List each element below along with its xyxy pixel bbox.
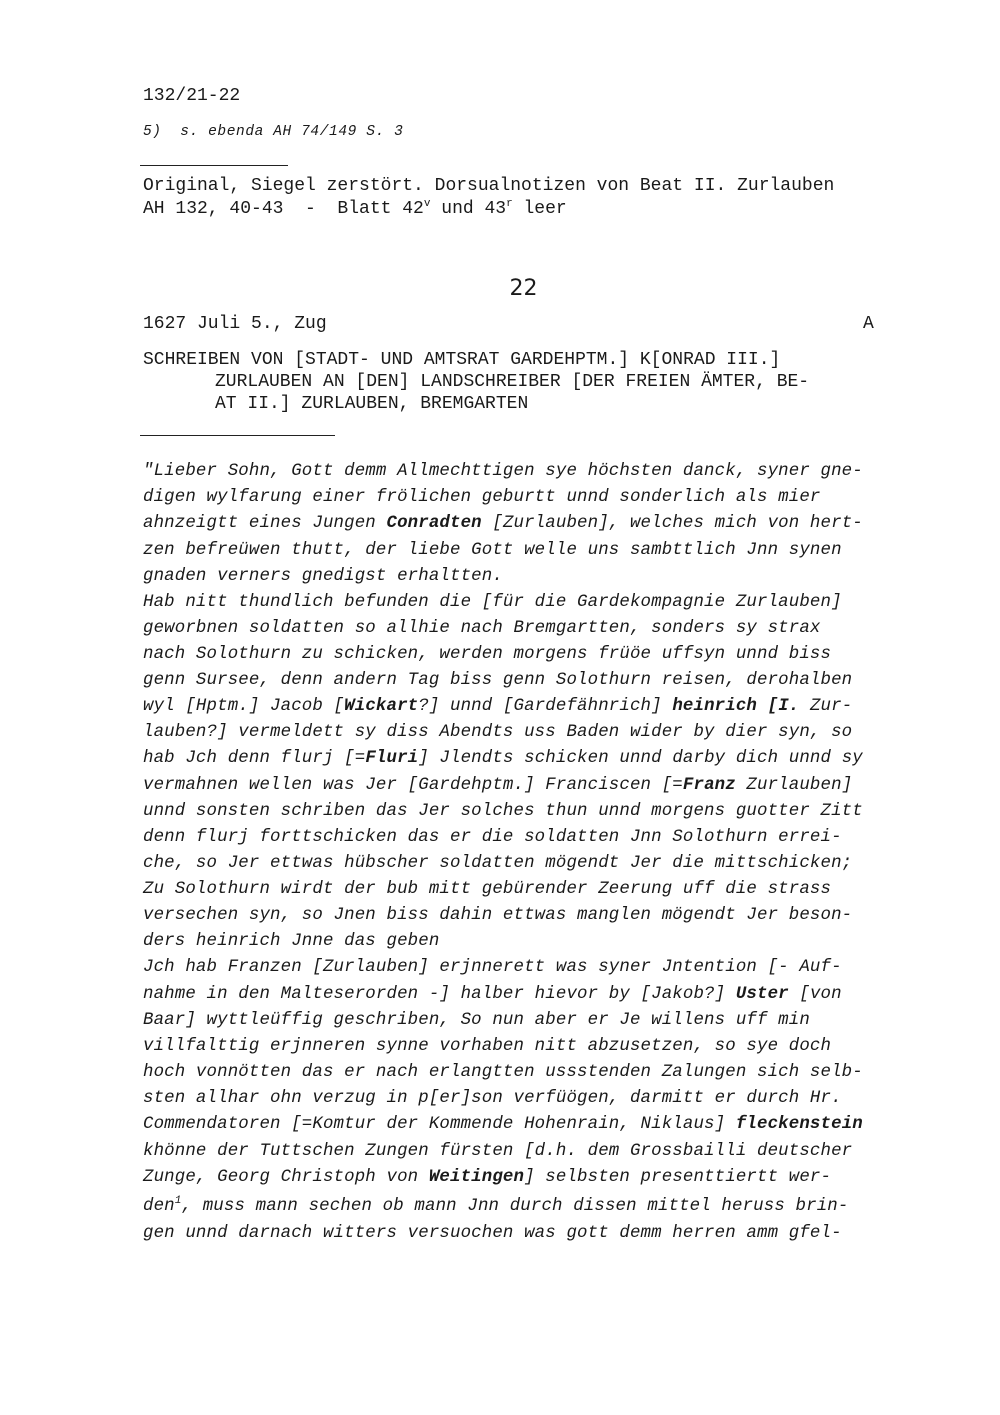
body-line: hoch vonnötten das er nach erlangtten ussstenden Zalungen sich selb- (143, 1063, 863, 1082)
source-note-text-b: und 43 (430, 199, 507, 219)
body-line: unnd sonsten schriben das Jer solches thun unnd morgens guotter Zitt (143, 802, 863, 821)
body-line: Hab nitt thundlich befunden die [für die Gardekompagnie Zurlauben] (143, 593, 842, 612)
body-text: hab Jch denn flurj [= (143, 749, 366, 768)
body-line: digen wylfarung einer frölichen geburtt unnd sonderlich als mier (143, 488, 821, 507)
body-text: Zur- (799, 697, 853, 716)
footnote-divider (140, 165, 288, 166)
body-line (143, 776, 852, 795)
footnote-previous: 5) s. ebenda AH 74/149 S. 3 (143, 124, 404, 140)
person-name: fleckenstein (735, 1115, 863, 1134)
body-text: Zurlauben] (735, 776, 853, 795)
body-text: den (143, 1197, 175, 1216)
person-name: Weitingen (428, 1168, 525, 1187)
body-text: wyl [Hptm.] Jacob [ (143, 697, 345, 716)
body-line: Baar] wyttleüffig geschriben, So nun aber er Je willens uff min (143, 1011, 810, 1030)
person-name: Uster (735, 985, 789, 1004)
source-note-line-1: Original, Siegel zerstört. Dorsualnotizen von Beat II. Zurlauben (143, 176, 835, 196)
dateline: 1627 Juli 5., Zug (143, 314, 327, 334)
source-note-text-a: AH 132, 40-43 - Blatt 42 (143, 199, 424, 219)
person-name: heinrich [I. (672, 697, 800, 716)
body-line: Jch hab Franzen [Zurlauben] erjnnerett was syner Jntention [- Auf- (143, 958, 842, 977)
body-line (143, 1168, 831, 1187)
body-line: gen unnd darnach witters versuochen was gott demm herren amm gfel- (143, 1224, 842, 1243)
document-number: 22 (509, 276, 538, 301)
body-text: ] Jlendts schicken unnd darby dich unnd sy (418, 749, 863, 768)
body-line: che, so Jer ettwas hübscher soldatten mögendt Jer die mittschicken; (143, 854, 853, 873)
footnote-marker[interactable]: 1 (174, 1195, 182, 1208)
body-text: [Zurlauben], welches mich von hert- (481, 514, 863, 533)
body-text: nahme in den Malteserorden -] halber hievor by [Jakob?] (143, 985, 736, 1004)
body-line (143, 1115, 863, 1134)
recto-superscript: r (506, 198, 513, 210)
body-line: sten allhar ohn verzug in p[er]son verfüögen, darmitt er durch Hr. (143, 1089, 842, 1108)
body-line: genn Sursee, denn andern Tag biss genn Solothurn reisen, derohalben (143, 671, 853, 690)
body-text: , muss mann sechen ob mann Jnn durch dissen mittel heruss brin- (181, 1197, 849, 1216)
heading-divider (140, 435, 335, 436)
page-reference: 132/21-22 (143, 86, 241, 106)
body-line: zen befreüwen thutt, der liebe Gott welle uns sambttlich Jnn synen (143, 541, 842, 560)
person-name: Franz (682, 776, 736, 795)
document-heading-line-3: AT II.] ZURLAUBEN, BREMGARTEN (215, 394, 529, 414)
body-line: lauben?] vermeldett sy diss Abendts uss Baden wider by dier syn, so (143, 723, 853, 742)
body-line: nach Solothurn zu schicken, werden morgens früöe uffsyn unnd biss (143, 645, 832, 664)
body-text: ahnzeigtt eines Jungen (143, 514, 387, 533)
body-line (143, 985, 842, 1004)
body-line: villfalttig erjnneren synne vorhaben nitt abzusetzen, so sye doch (143, 1037, 832, 1056)
person-name: Conradten (386, 514, 482, 533)
body-line: geworbnen soldatten so allhie nach Bremgartten, sonders sy strax (143, 619, 821, 638)
body-text: ] selbsten presenttiertt wer- (524, 1168, 832, 1187)
body-line: Zu Solothurn wirdt der bub mitt gebürender Zeerung uff die strass (143, 880, 832, 899)
source-note-text-c: leer (512, 199, 567, 219)
body-line (143, 697, 852, 716)
person-name: Wickart (344, 697, 419, 716)
body-text: ?] unnd [Gardefähnrich] (418, 697, 673, 716)
body-text: Commendatoren [=Komtur der Kommende Hohenrain, Niklaus] (143, 1115, 736, 1134)
body-line: gnaden verners gnedigst erhaltten. (143, 567, 503, 586)
body-line (143, 749, 863, 768)
document-heading-line-1: SCHREIBEN VON [STADT- UND AMTSRAT GARDEHPTM.] K[ONRAD III.] (143, 350, 781, 370)
body-line: khönne der Tuttschen Zungen fürsten [d.h. dem Grossbailli deutscher (143, 1142, 853, 1161)
body-text: [von (788, 985, 842, 1004)
document-heading-line-2: ZURLAUBEN AN [DEN] LANDSCHREIBER [DER FREIEN ÄMTER, BE- (215, 372, 810, 392)
body-text: vermahnen wellen was Jer [Gardehptm.] Franciscen [= (143, 776, 683, 795)
source-note-line-2 (143, 199, 567, 219)
body-text: Zunge, Georg Christoph von (143, 1168, 429, 1187)
body-line (143, 514, 863, 533)
body-line: denn flurj forttschicken das er die soldatten Jnn Solothurn errei- (143, 828, 842, 847)
person-name: Fluri (365, 749, 419, 768)
body-line: "Lieber Sohn, Gott demm Allmechttigen sye höchsten danck, syner gne- (143, 462, 863, 481)
body-line: ders heinrich Jnne das geben (143, 932, 440, 951)
verso-superscript: v (423, 198, 431, 210)
classification-mark: A (863, 314, 874, 334)
body-line (143, 1197, 848, 1216)
body-line: versechen syn, so Jnen biss dahin ettwas manglen mögendt Jer beson- (143, 906, 853, 925)
